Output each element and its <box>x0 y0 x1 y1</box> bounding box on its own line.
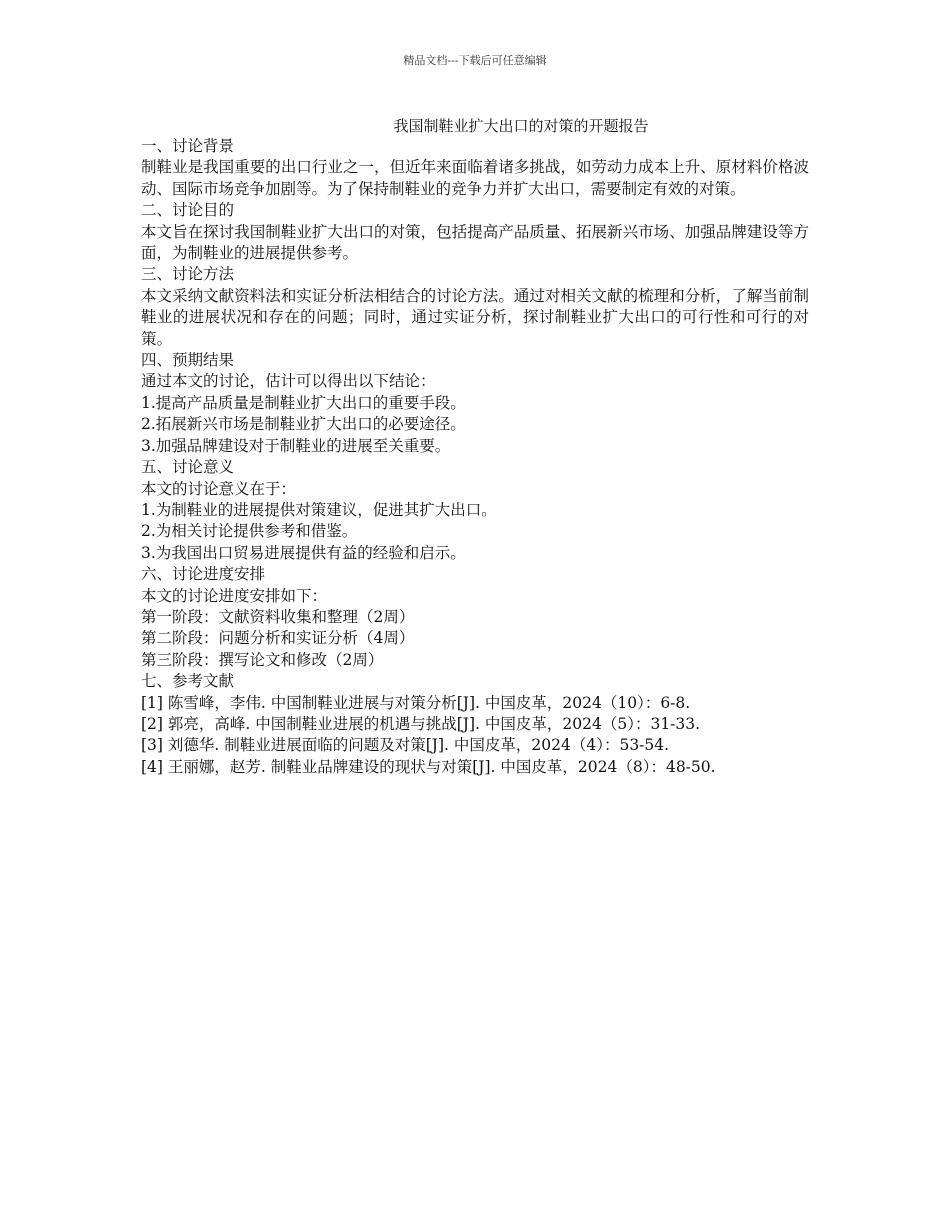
paragraph: 通过本文的讨论，估计可以得出以下结论： <box>141 372 436 391</box>
section-heading: 二、讨论目的 <box>141 201 235 220</box>
list-item: 1.为制鞋业的进展提供对策建议，促进其扩大出口。 <box>141 500 497 519</box>
list-item: 3.加强品牌建设对于制鞋业的进展至关重要。 <box>141 436 451 455</box>
list-item: 第二阶段：问题分析和实证分析（4周） <box>141 629 415 648</box>
paragraph: 本文旨在探讨我国制鞋业扩大出口的对策，包括提高产品质量、拓展新兴市场、加强品牌建设等方面，为制鞋业的进展提供参考。 <box>141 222 809 263</box>
reference-item: [3] 刘德华. 制鞋业进展面临的问题及对策[J]. 中国皮革，2024（4）：53-54. <box>141 736 670 755</box>
list-item: 第一阶段：文献资料收集和整理（2周） <box>141 607 415 626</box>
reference-item: [1] 陈雪峰，李伟. 中国制鞋业进展与对策分析[J]. 中国皮革，2024（10）：6-8. <box>141 693 691 712</box>
list-item: 第三阶段：撰写论文和修改（2周） <box>141 650 384 669</box>
document-body <box>141 136 809 778</box>
paragraph: 本文的讨论进度安排如下： <box>141 586 328 605</box>
list-item: 1.提高产品质量是制鞋业扩大出口的重要手段。 <box>141 393 466 412</box>
section-heading: 三、讨论方法 <box>141 265 235 284</box>
document-title: 我国制鞋业扩大出口的对策的开题报告 <box>393 117 649 135</box>
section-heading: 四、预期结果 <box>141 351 235 370</box>
reference-item: [2] 郭亮，高峰. 中国制鞋业进展的机遇与挑战[J]. 中国皮革，2024（5）：31-33. <box>141 714 701 733</box>
list-item: 2.拓展新兴市场是制鞋业扩大出口的必要途径。 <box>141 415 466 434</box>
page-header: 精品文档---下载后可任意编辑 <box>403 54 547 67</box>
list-item: 2.为相关讨论提供参考和借鉴。 <box>141 522 358 541</box>
section-heading: 五、讨论意义 <box>141 458 235 477</box>
section-heading: 六、讨论进度安排 <box>141 565 266 584</box>
paragraph: 本文的讨论意义在于： <box>141 479 297 498</box>
paragraph: 本文采纳文献资料法和实证分析法相结合的讨论方法。通过对相关文献的梳理和分析，了解当前制鞋业的进展状况和存在的问题；同时，通过实证分析，探讨制鞋业扩大出口的可行性和可行的对策。 <box>141 286 809 348</box>
paragraph: 制鞋业是我国重要的出口行业之一，但近年来面临着诸多挑战，如劳动力成本上升、原材料价格波动、国际市场竞争加剧等。为了保持制鞋业的竞争力并扩大出口，需要制定有效的对策。 <box>141 158 809 198</box>
section-heading: 七、参考文献 <box>141 672 235 691</box>
section-heading: 一、讨论背景 <box>141 137 235 155</box>
list-item: 3.为我国出口贸易进展提供有益的经验和启示。 <box>141 543 466 562</box>
reference-item: [4] 王丽娜，赵芳. 制鞋业品牌建设的现状与对策[J]. 中国皮革，2024（8）：48-50. <box>141 757 716 776</box>
